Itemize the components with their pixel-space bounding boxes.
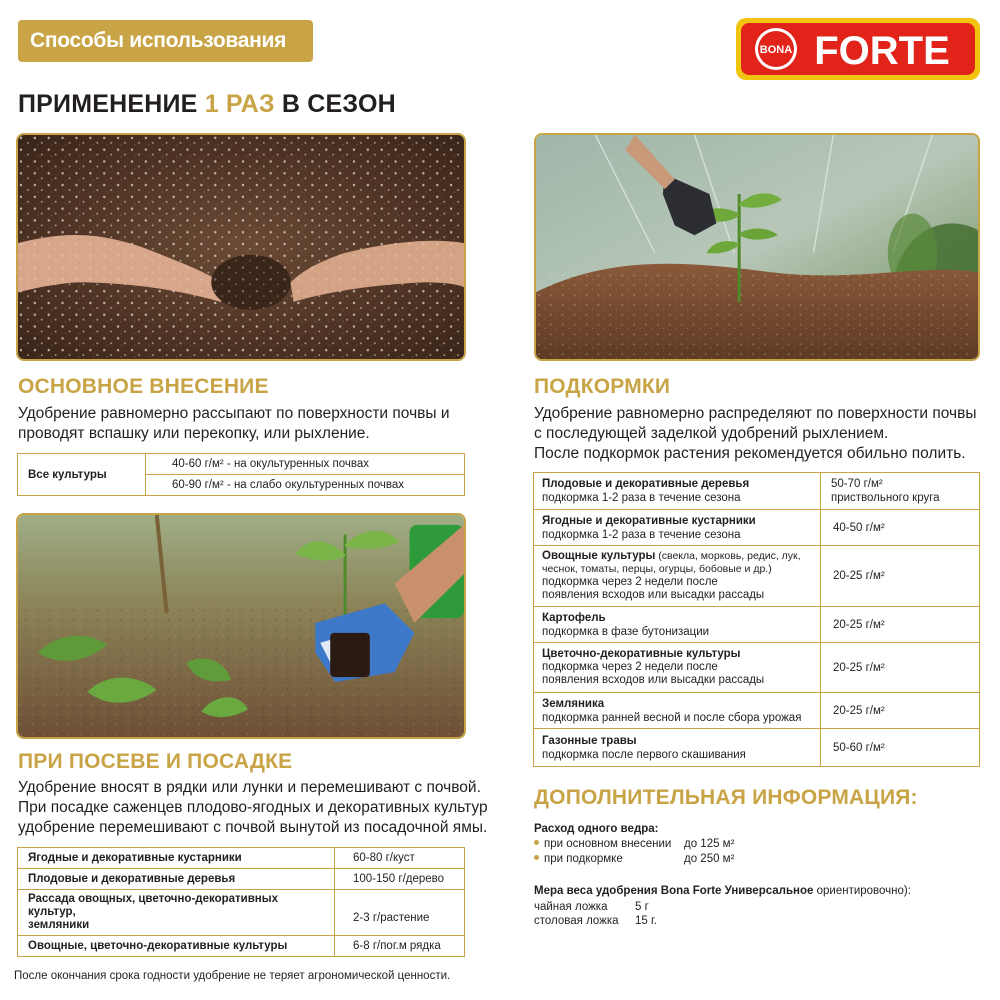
sowing-table: [17, 847, 465, 957]
page-title: ПРИМЕНЕНИЕ 1 РАЗ В СЕЗОН: [18, 90, 396, 118]
table-row: Рассада овощных, цветочно-декоративных культур, земляники 2-3 г/растение: [18, 890, 465, 936]
feeding-text: Удобрение равномерно распределяют по поверхности почвы с последующей заделкой удобрений рыхлением. После подкормок растения рекомендуется обильно полить.: [534, 405, 977, 462]
bullet-icon: [534, 840, 539, 845]
bona-forte-logo: [736, 18, 980, 80]
table-row: Плодовые и декоративные деревья 100-150 г/дерево: [18, 869, 465, 890]
feeding-title: ПОДКОРМКИ: [534, 375, 671, 398]
table-cell: 60-90 г/м² - на слабо окультуренных почвах: [146, 475, 465, 496]
table-row: Плодовые и декоративные деревья подкормка 1-2 раза в течение сезона 50-70 г/м² приствольного круга: [534, 473, 980, 510]
table-row: Газонные травы подкормка после первого скашивания 50-60 г/м²: [534, 729, 980, 767]
table-cell: 40-60 г/м² - на окультуренных почвах: [146, 454, 465, 475]
main-application-title: ОСНОВНОЕ ВНЕСЕНИЕ: [18, 375, 269, 398]
logo-big-text: FORTE: [814, 29, 950, 73]
table-row: Овощные, цветочно-декоративные культуры 6-8 г/пог.м рядка: [18, 936, 465, 957]
table-row: Ягодные и декоративные кустарники 60-80 г/куст: [18, 848, 465, 869]
greenhouse-seedling-photo: [534, 133, 980, 361]
sowing-text: Удобрение вносят в рядки или лунки и перемешивают с почвой. При посадке саженцев плодово-ягодных и декоративных культур удобрение перемешивают с почвой вынутой из посадочной ямы.: [18, 779, 488, 836]
soil-hands-photo: [16, 133, 466, 361]
table-row: Овощные культуры (свекла, морковь, редис, лук, чеснок, томаты, перцы, огурцы, бобовые и др.) подкормка через 2 недели после появления всходов или высадки рассады 20-25 г/м²: [534, 546, 980, 607]
table-row: Картофель подкормка в фазе бутонизации 20-25 г/м²: [534, 607, 980, 643]
additional-info-title: ДОПОЛНИТЕЛЬНАЯ ИНФОРМАЦИЯ:: [534, 786, 918, 809]
planting-seedling-photo: [16, 513, 466, 739]
section-badge: Способы использования: [18, 20, 313, 62]
table-row: Ягодные и декоративные кустарники подкормка 1-2 раза в течение сезона 40-50 г/м²: [534, 510, 980, 546]
feeding-table: [533, 472, 980, 767]
footer-note: После окончания срока годности удобрение не теряет агрономической ценности.: [14, 970, 451, 982]
main-application-text: Удобрение равномерно рассыпают по поверхности почвы и проводят вспашку или перекопку, или рыхление.: [18, 405, 450, 442]
table-row: Земляника подкормка ранней весной и после сбора урожая 20-25 г/м²: [534, 693, 980, 729]
weight-measures: Мера веса удобрения Bona Forte Универсальное ориентировочно): чайная ложка 5 г столовая ложка 15 г.: [534, 885, 911, 927]
table-row: Цветочно-декоративные культуры подкормка через 2 недели после появления всходов или высадки рассады 20-25 г/м²: [534, 643, 980, 693]
sowing-title: ПРИ ПОСЕВЕ И ПОСАДКЕ: [18, 750, 293, 773]
logo-small-text: BONA: [759, 44, 793, 56]
main-application-table: [17, 453, 465, 496]
table-label: Все культуры: [18, 454, 146, 496]
bullet-icon: [534, 855, 539, 860]
bucket-consumption: Расход одного ведра: при основном внесении до 125 м² при подкормке до 250 м²: [534, 823, 735, 865]
